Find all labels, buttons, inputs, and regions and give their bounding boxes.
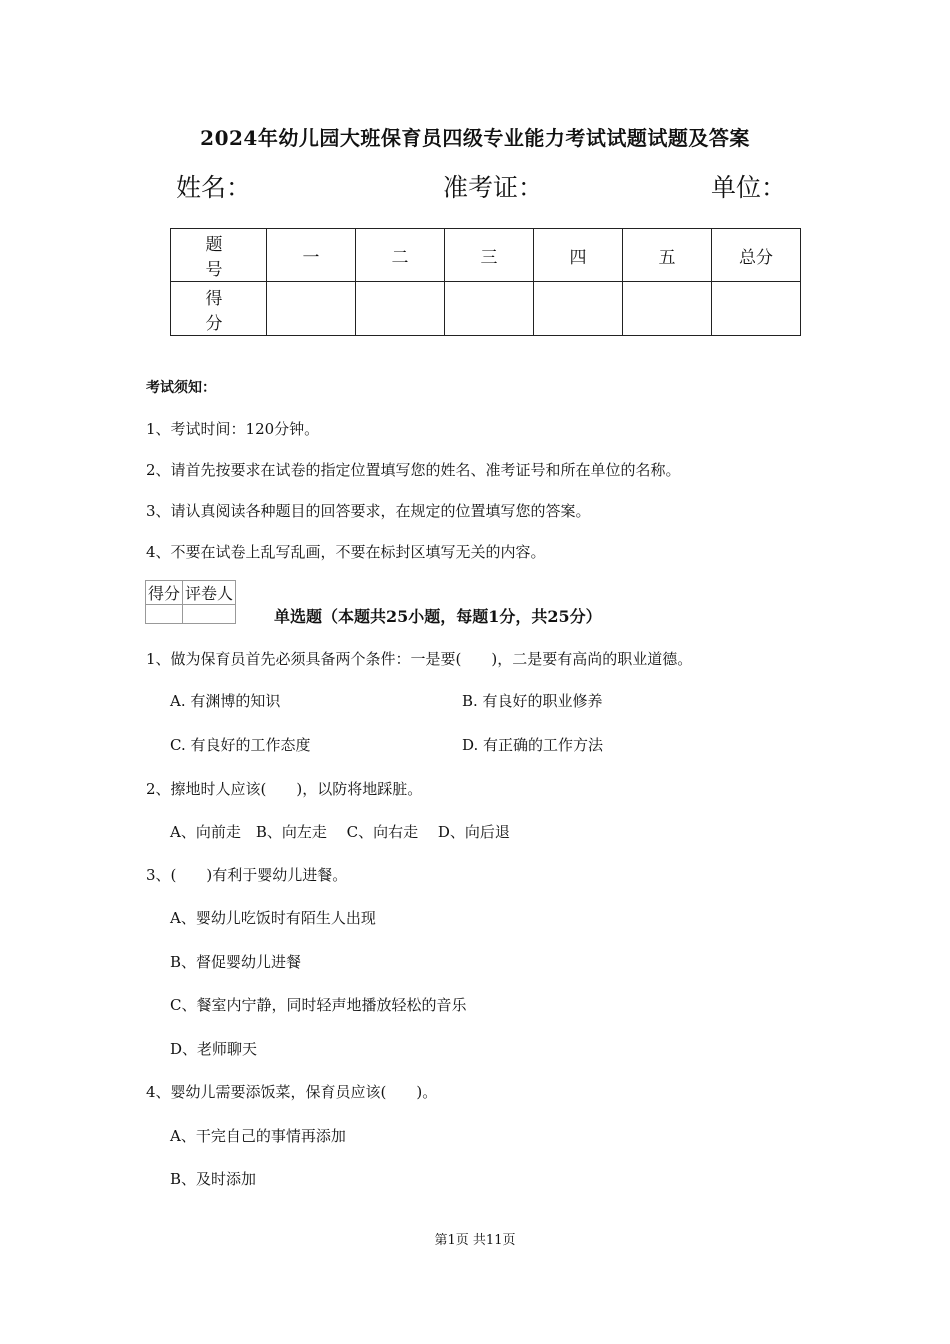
score-table-header-2: 二 [356, 229, 445, 282]
score-cell-2[interactable] [356, 282, 445, 336]
unit-field-label: 单位： [711, 173, 787, 202]
score-table-header-1: 一 [267, 229, 356, 282]
score-table-header-label: 题 号 [171, 229, 267, 282]
question-stem: 1、做为保育员首先必须具备两个条件：一是要( )，二是要有高尚的职业道德。 [146, 650, 693, 668]
score-cell-1[interactable] [267, 282, 356, 336]
question-option: D. 有正确的工作方法 [462, 736, 604, 754]
grader-name-label: 评卷人 [183, 581, 236, 605]
question-stem: 4、婴幼儿需要添饭菜，保育员应该( )。 [146, 1083, 438, 1101]
notice-item: 1、考试时间：120分钟。 [146, 420, 320, 438]
notice-item: 2、请首先按要求在试卷的指定位置填写您的姓名、准考证号和所在单位的名称。 [146, 461, 681, 479]
question-option: C、餐室内宁静，同时轻声地播放轻松的音乐 [170, 996, 467, 1014]
page-title: 2024年幼儿园大班保育员四级专业能力考试试题试题及答案 [200, 126, 750, 150]
question-option: A、干完自己的事情再添加 [170, 1127, 346, 1145]
grader-box [145, 580, 236, 624]
notice-item: 4、不要在试卷上乱写乱画，不要在标封区填写无关的内容。 [146, 543, 546, 561]
score-table [170, 228, 801, 336]
section-title: 单选题（本题共25小题，每题1分，共25分） [274, 607, 602, 626]
name-field-label: 姓名： [176, 173, 252, 202]
grader-score-label: 得分 [146, 581, 183, 605]
question-options-inline: A、向前走 B、向左走 C、向右走 D、向后退 [170, 823, 510, 841]
question-option: C. 有良好的工作态度 [170, 736, 311, 754]
question-option: B、督促婴幼儿进餐 [170, 953, 302, 971]
question-option: B、及时添加 [170, 1170, 257, 1188]
score-cell-5[interactable] [623, 282, 712, 336]
score-table-header-5: 五 [623, 229, 712, 282]
score-table-header-3: 三 [445, 229, 534, 282]
score-table-header-4: 四 [534, 229, 623, 282]
exam-number-field-label: 准考证： [443, 173, 544, 202]
score-cell-4[interactable] [534, 282, 623, 336]
score-table-header-row [171, 229, 801, 282]
question-option: A. 有渊博的知识 [170, 692, 281, 710]
grader-name-cell[interactable] [183, 605, 236, 624]
question-option: B. 有良好的职业修养 [462, 692, 603, 710]
score-cell-3[interactable] [445, 282, 534, 336]
notice-heading: 考试须知： [146, 380, 216, 396]
question-option: D、老师聊天 [170, 1040, 258, 1058]
question-stem: 3、( )有利于婴幼儿进餐。 [146, 866, 348, 884]
score-cell-total[interactable] [712, 282, 801, 336]
question-stem: 2、擦地时人应该( )，以防将地踩脏。 [146, 780, 423, 798]
score-table-header-total: 总分 [712, 229, 801, 282]
page-footer: 第1页 共11页 [434, 1233, 516, 1248]
notice-item: 3、请认真阅读各种题目的回答要求，在规定的位置填写您的答案。 [146, 502, 591, 520]
score-table-row-label: 得 分 [171, 282, 267, 336]
question-option: A、婴幼儿吃饭时有陌生人出现 [170, 909, 376, 927]
grader-score-cell[interactable] [146, 605, 183, 624]
score-table-score-row [171, 282, 801, 336]
